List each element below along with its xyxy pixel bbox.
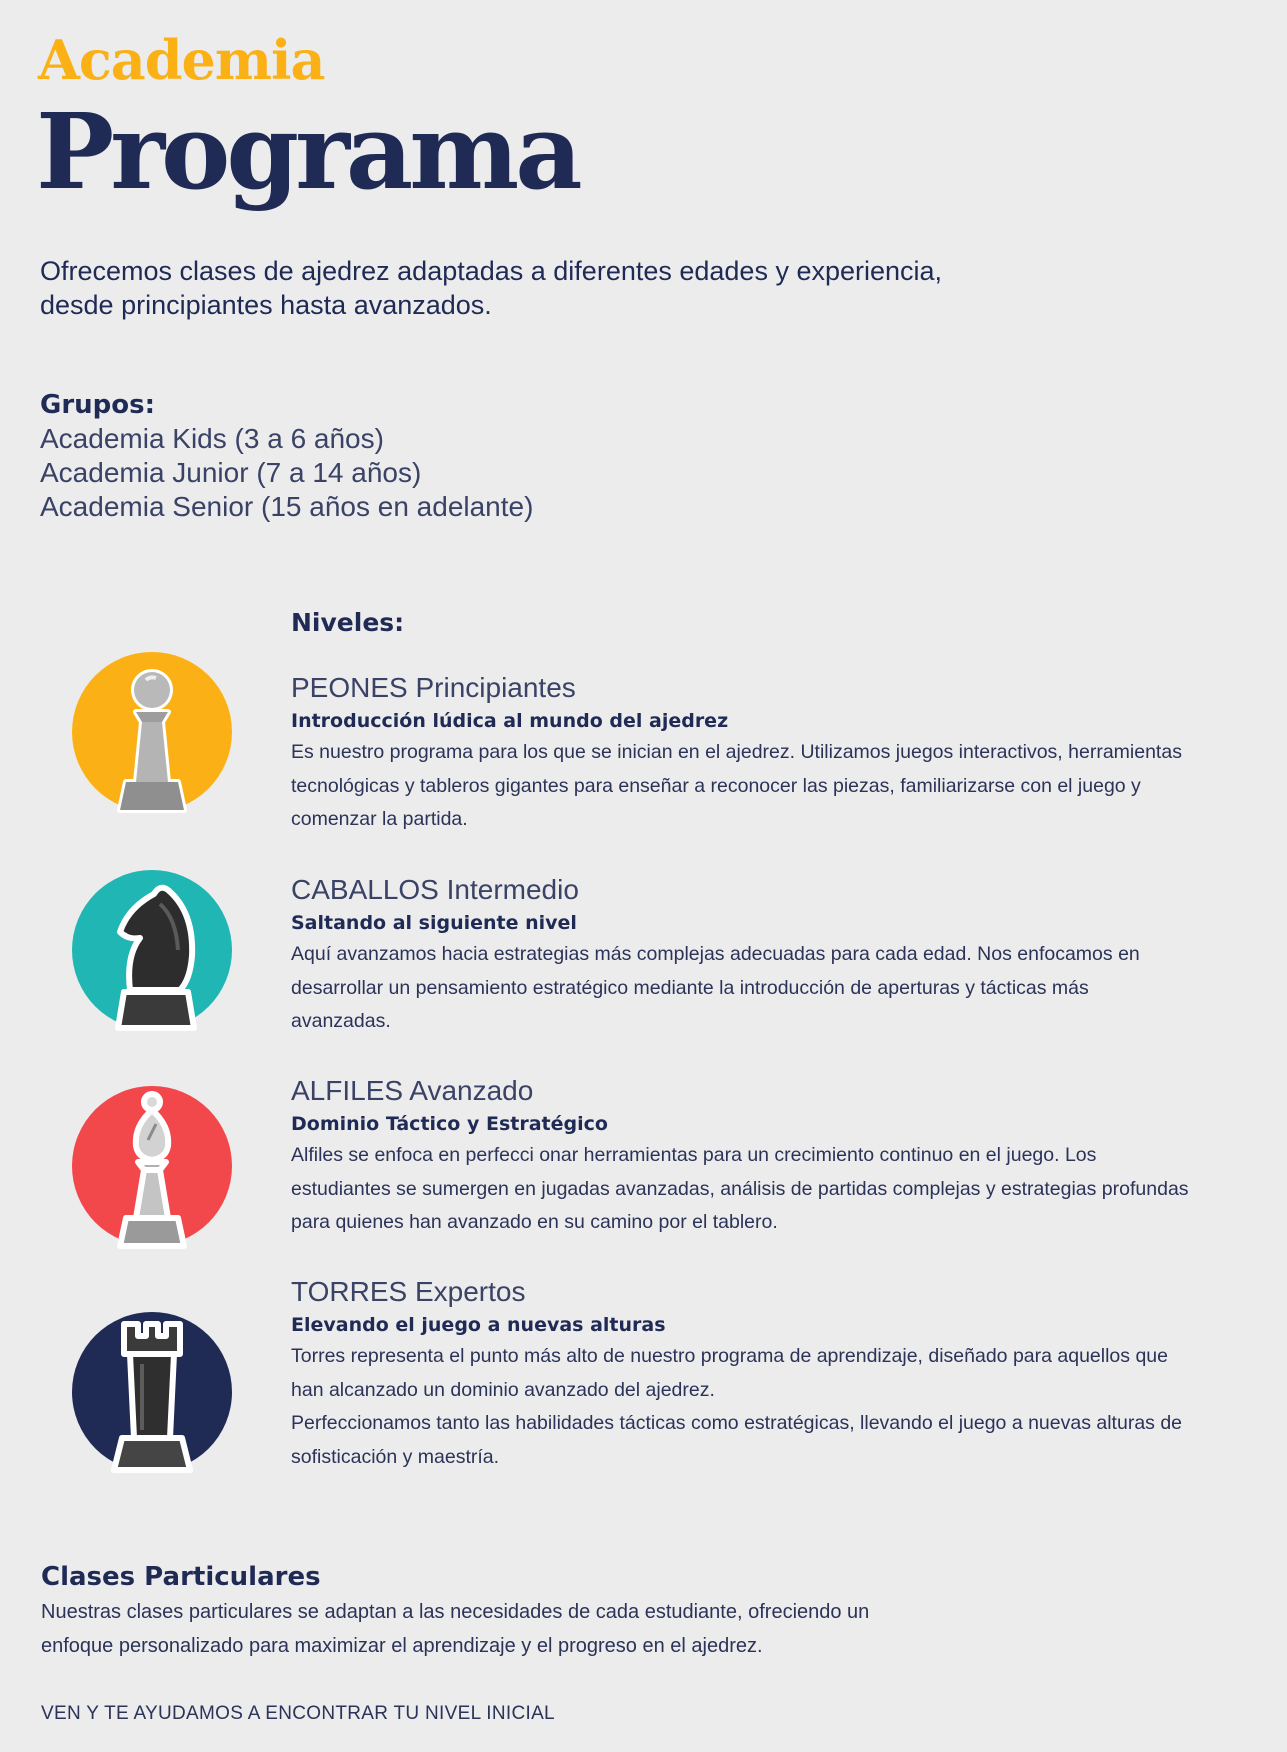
level-peones (291, 670, 1191, 837)
level-description: Es nuestro programa para los que se inician en el ajedrez. Utilizamos juegos interactivos, herramientas tecnológicas y tableros gigantes para enseñar a reconocer las piezas, familiarizarse con el juego y comenzar la partida. (291, 741, 1182, 830)
intro-text: Ofrecemos clases de ajedrez adaptadas a diferentes edades y experiencia, desde principiantes hasta avanzados. (40, 256, 943, 320)
group-item-senior: Academia Senior (15 años en adelante) (40, 491, 534, 522)
level-subtitle: Dominio Táctico y Estratégico (291, 1113, 608, 1135)
level-name: TORRES Expertos (291, 1276, 526, 1307)
level-description: Aquí avanzamos hacia estrategias más complejas adecuadas para cada edad. Nos enfocamos en desarrollar un pensamiento estratégico mediante la introducción de aperturas y tácticas más avanzadas. (291, 943, 1140, 1032)
private-classes-heading: Clases Particulares (41, 1562, 321, 1592)
level-description: Torres representa el punto más alto de nuestro programa de aprendizaje, diseñado para aquellos que han alcanzado un dominio avanzado del ajedrez. (291, 1345, 1168, 1401)
level-subtitle: Saltando al siguiente nivel (291, 912, 577, 934)
academia-kicker: Academia (38, 28, 325, 92)
cta-text: VEN Y TE AYUDAMOS A ENCONTRAR TU NIVEL INICIAL (41, 1703, 555, 1724)
groups-heading: Grupos: (40, 390, 156, 420)
levels-heading: Niveles: (291, 608, 405, 637)
private-classes-description: Nuestras clases particulares se adaptan a las necesidades de cada estudiante, ofreciendo un enfoque personalizado para maximizar el aprendizaje y el progreso en el ajedrez. (41, 1601, 870, 1657)
rook-icon (68, 1302, 236, 1482)
knight-icon (68, 860, 236, 1040)
level-alfiles (291, 1073, 1191, 1240)
group-item-junior: Academia Junior (7 a 14 años) (40, 457, 422, 488)
level-torres (291, 1274, 1191, 1474)
bishop-icon (68, 1076, 236, 1256)
pawn-icon (68, 642, 236, 822)
page-title: Programa (36, 90, 579, 213)
level-name: ALFILES Avanzado (291, 1075, 534, 1106)
level-subtitle: Elevando el juego a nuevas alturas (291, 1314, 666, 1336)
level-subtitle: Introducción lúdica al mundo del ajedrez (291, 710, 729, 732)
level-description: Alfiles se enfoca en perfecci onar herramientas para un crecimiento continuo en el juego. Los estudiantes se sumergen en jugadas avanzadas, análisis de partidas complejas y estrategias profundas para quienes han avanzado en su camino por el tablero. (291, 1144, 1189, 1233)
groups-section (40, 388, 533, 524)
level-description-extra: Perfeccionamos tanto las habilidades tácticas como estratégicas, llevando el juego a nuevas alturas de sofisticación y maestría. (291, 1412, 1183, 1468)
group-item-kids: Academia Kids (3 a 6 años) (40, 423, 384, 454)
level-caballos (291, 872, 1191, 1039)
private-classes-section (41, 1558, 1041, 1663)
level-name: PEONES Principiantes (291, 672, 576, 703)
level-name: CABALLOS Intermedio (291, 874, 579, 905)
